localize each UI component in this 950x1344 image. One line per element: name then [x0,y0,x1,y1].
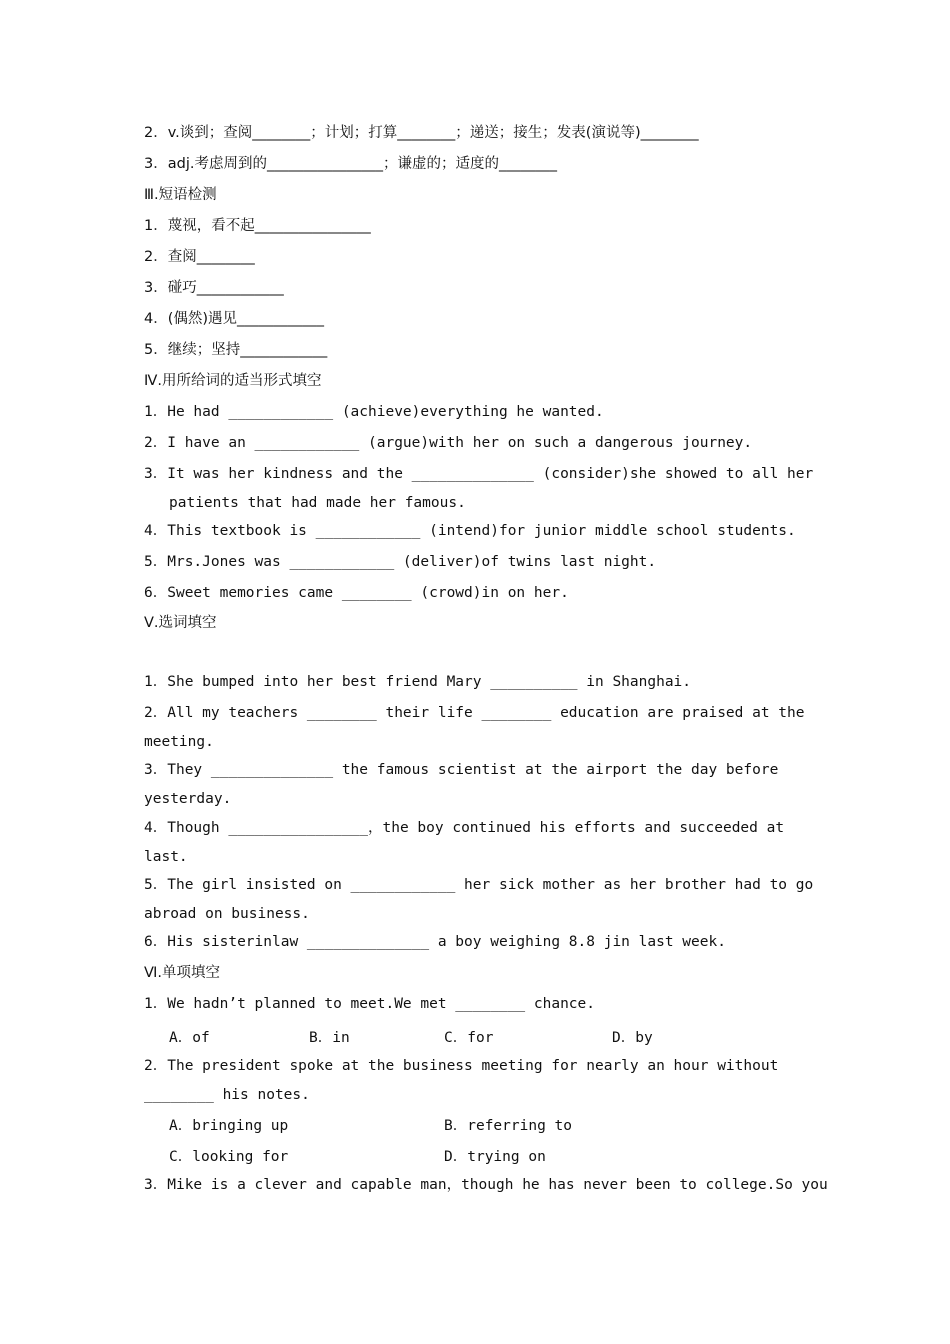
choose-item-4-continued: last. [144,849,188,865]
section-4-heading: Ⅳ.用所给词的适当形式填空 [144,373,322,389]
choose-item-1: 1．She bumped into her best friend Mary __________ in Shanghai. [144,674,692,690]
section-5-heading: Ⅴ.选词填空 [144,615,217,631]
section-6-heading: Ⅵ.单项填空 [144,965,220,981]
mc-question-2: 2．The president spoke at the business meeting for nearly an hour without [144,1058,779,1074]
form-item-3: 3．It was her kindness and the ______________ (consider)she showed to all her [144,466,814,482]
form-item-6: 6．Sweet memories came ________ (crowd)in on her. [144,585,569,601]
mc-question-2-continued: ________ his notes. [144,1087,310,1103]
choose-item-5: 5．The girl insisted on ____________ her sick mother as her brother had to go [144,877,814,893]
choose-item-3: 3．They ______________ the famous scientist at the airport the day before [144,762,779,778]
form-item-1: 1．He had ____________ (achieve)everything he wanted. [144,404,604,420]
choose-item-4: 4．Though ________________，the boy continued his efforts and succeeded at [144,820,785,836]
mc-q1-option-b: B．in [309,1030,350,1046]
mc-q1-option-c: C．for [444,1030,494,1046]
form-item-5: 5．Mrs.Jones was ____________ (deliver)of twins last night. [144,554,657,570]
section-3-heading: Ⅲ.短语检测 [144,187,217,203]
choose-item-5-continued: abroad on business. [144,906,310,922]
phrase-item-3: 3．碰巧____________ [144,280,284,296]
phrase-item-2: 2．查阅________ [144,249,255,265]
mc-question-3: 3．Mike is a clever and capable man，though he has never been to college.So you [144,1177,828,1193]
choose-item-6: 6．His sisterinlaw ______________ a boy weighing 8.8 jin last week. [144,934,726,950]
mc-q2-option-c: C．looking for [169,1149,289,1165]
choose-item-3-continued: yesterday. [144,791,232,807]
form-item-3-continued: patients that had made her famous. [169,495,466,511]
mc-q2-option-b: B．referring to [444,1118,572,1134]
vocab-line-3: 3．adj.考虑周到的________________；谦虚的；适度的________ [144,156,557,172]
choose-item-2: 2．All my teachers ________ their life ________ education are praised at the [144,705,805,721]
mc-q2-option-d: D．trying on [444,1149,546,1165]
phrase-item-1: 1．蔑视，看不起________________ [144,218,371,234]
mc-q2-option-a: A．bringing up [169,1118,289,1134]
choose-item-2-continued: meeting. [144,734,214,750]
phrase-item-5: 5．继续；坚持____________ [144,342,328,358]
mc-q1-option-d: D．by [612,1030,653,1046]
mc-q1-option-a: A．of [169,1030,210,1046]
form-item-2: 2．I have an ____________ (argue)with her on such a dangerous journey. [144,435,753,451]
form-item-4: 4．This textbook is ____________ (intend)for junior middle school students. [144,523,796,539]
mc-question-1: 1．We hadn’t planned to meet.We met ________ chance. [144,996,595,1012]
vocab-line-2: 2．v.谈到；查阅________；计划；打算________；递送；接生；发表(演说等)________ [144,125,699,141]
phrase-item-4: 4．(偶然)遇见____________ [144,311,325,327]
